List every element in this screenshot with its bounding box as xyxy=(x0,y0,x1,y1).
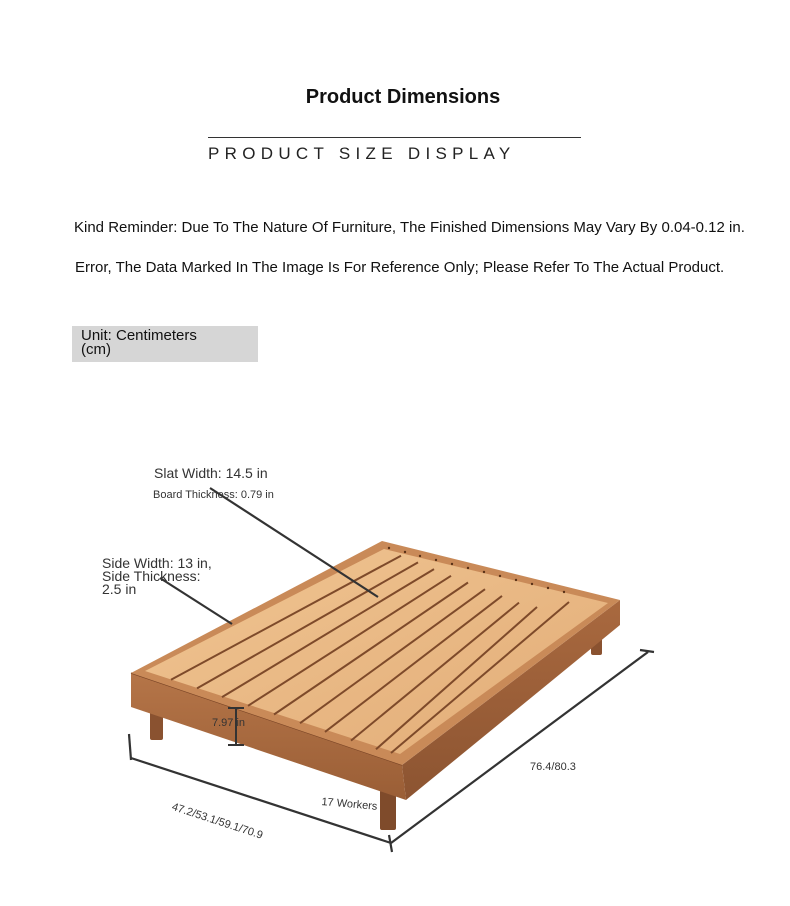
width-label: 47.2/53.1/59.1/70.9 xyxy=(170,801,265,842)
page-subtitle: PRODUCT SIZE DISPLAY xyxy=(208,144,516,163)
reminder-line-1: Kind Reminder: Due To The Nature Of Furniture, The Finished Dimensions May Vary By 0.04-0.12 in. xyxy=(74,219,745,236)
slat-width-label: Slat Width: 14.5 in xyxy=(154,465,268,481)
front-right-leg xyxy=(380,790,396,830)
length-label: 76.4/80.3 xyxy=(530,761,576,773)
height-label: 7.97 in xyxy=(212,717,246,729)
slat-width-leader xyxy=(210,488,378,597)
slat-count-label: 17 Workers xyxy=(320,796,378,813)
reminder-line-2: Error, The Data Marked In The Image Is For Reference Only; Please Refer To The Actual Product. xyxy=(75,259,725,276)
board-thickness-label: Board Thickness: 0.79 in xyxy=(153,489,274,501)
unit-label: Unit: Centimeters (cm) xyxy=(81,327,197,358)
page-title: Product Dimensions xyxy=(305,86,501,108)
side-width-label: Side Width: 13 in, Side Thickness: 2.5 in xyxy=(102,555,212,597)
